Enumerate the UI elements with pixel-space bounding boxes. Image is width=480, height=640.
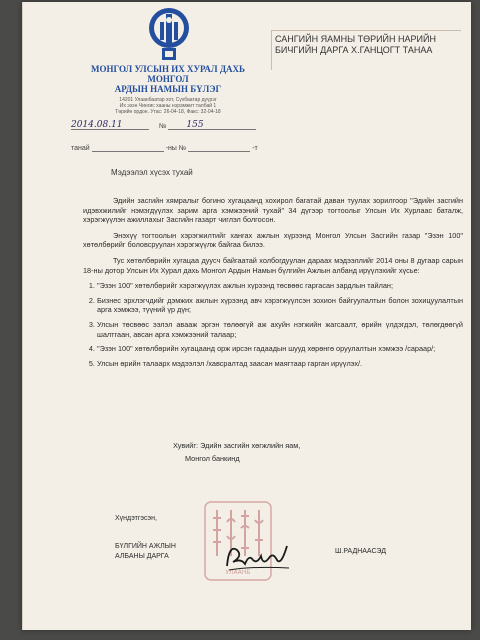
tanai-date-blank bbox=[92, 142, 164, 152]
address-line-2: Их эзэн Чингис хааны нэрэмжит талбай 1 bbox=[119, 103, 217, 109]
recipient-corner-left bbox=[271, 30, 272, 70]
address-line-3: Төрийн ордон. Утас: 26-04-18, Факс: 32-04-18 bbox=[115, 109, 221, 115]
recipient-block bbox=[275, 34, 463, 56]
body-paragraph-1: Эдийн засгийн хямралыг богино хугацаанд хохирол багатай даван туулах зорилгоор "Эдийн засгийн идэвхжилийг нэмэгдүүлэх зарим арга хэмжээний тухай" 34 дүгээр тогтоолыг Улсын Их Хурлаас баталж, хэрэгжүүлэн ажиллахыг Засгийн газарт чиглэл болгосон. bbox=[83, 196, 463, 225]
request-list bbox=[83, 281, 463, 368]
copy-to-block bbox=[173, 439, 300, 465]
recipient-line-2: БИЧГИЙН ДАРГА Х.ГАНЦОГТ ТАНАА bbox=[275, 45, 433, 55]
organization-address bbox=[93, 97, 243, 115]
tanai-number-label: -ны № bbox=[165, 145, 187, 152]
tanai-suffix: -т bbox=[252, 145, 258, 152]
signer-title-line-2: АЛБАНЫ ДАРГА bbox=[115, 553, 169, 560]
seal-text: УЛААНБ bbox=[225, 569, 251, 576]
regards-text: Хүндэтгэсэн, bbox=[115, 515, 157, 522]
org-line-1: МОНГОЛ УЛСЫН ИХ ХУРАЛ ДАХЬ bbox=[90, 64, 245, 74]
number-field: 155 bbox=[168, 120, 256, 130]
handwritten-signature-icon bbox=[223, 536, 293, 576]
reference-row-incoming bbox=[71, 142, 258, 152]
request-item-4: 4. "Эзэн 100" хөтөлбөрийн хугацаанд орж ирсэн гадаадын шууд хөрөнгө оруулалтын хэмжээ /сараар/; bbox=[97, 344, 463, 354]
organization-header bbox=[83, 64, 253, 94]
request-item-5: 5. Улсын өрийн талаарх мэдээлэл /хавсралтад заасан маягтаар гарган ирүүлэх/. bbox=[97, 359, 463, 369]
tanai-number-blank bbox=[188, 142, 250, 152]
body-paragraph-3: Тус хөтөлбөрийн хугацаа дууcч байгаатай холбогдуулан дараах мэдээллийг 2014 оны 8 дугаар сарын 18-ны дотор Улсын Их Хурал дахь Монгол Ардын Намын бүлгийн Ажлын албанд ирүүлэхийг хүсье: bbox=[83, 255, 463, 275]
request-item-2: 2. Бизнес эрхлэгчдийг дэмжих ажлын хүрээнд авч хэрэгжүүлсэн зохион байгуулалтын болон зохицуулалтын арга хэмжээ, түүний үр дүн; bbox=[97, 296, 463, 315]
copy-to-line-2: Монгол банкинд bbox=[185, 454, 240, 463]
org-line-2: МОНГОЛ bbox=[147, 74, 189, 84]
subject-line: Мэдээлэл хүсэх тухай bbox=[111, 168, 193, 177]
recipient-corner-top bbox=[271, 30, 461, 31]
request-item-1: 1. "Эзэн 100" хөтөлбөрийг хэрэгжүүлэх ажлын хүрээнд төсвөөс гаргасан зардлын тайлан; bbox=[97, 281, 463, 291]
letter-page bbox=[22, 2, 471, 630]
signer-title bbox=[115, 542, 176, 562]
date-field: 2014.08.11 bbox=[71, 120, 149, 130]
recipient-line-1: САНГИЙН ЯАМНЫ ТӨРИЙН НАРИЙН bbox=[275, 34, 436, 44]
signer-name: Ш.РАДНААСЭД bbox=[335, 548, 386, 555]
signer-title-line-1: БҮЛГИЙН АЖЛЫН bbox=[115, 543, 176, 550]
reference-row-outgoing bbox=[71, 120, 256, 130]
body-paragraph-2: Энэхүү тогтоолын хэрэгжилтийг хангах ажлын хүрээнд Монгол Улсын Засгийн газар "Эзэн 100" хөтөлбөрийг боловсруулан хэрэгжүүлж байгаа билээ. bbox=[83, 230, 463, 250]
request-item-3: 3. Улсын төсвөөс ээлэл авааж эргэн төлөөгүй аж ахуйн нэгжийн жагсаалт, өрийн үлдэгдэл, төлөгдөөгүй шалтгаан, авсан арга хэмжээний талаар; bbox=[97, 320, 463, 339]
letter-body bbox=[83, 196, 463, 373]
copy-to-line-1: Хувийг: Эдийн засгийн хөгжлийн яам, bbox=[173, 441, 301, 450]
address-line-1: 14201 Улаанбаатар хот, Сүхбаатар дүүрэг bbox=[119, 97, 217, 103]
tanai-label: танай bbox=[71, 145, 90, 152]
number-label: № bbox=[158, 123, 167, 130]
org-line-3: АРДЫН НАМЫН БҮЛЭГ bbox=[114, 84, 222, 94]
state-emblem-icon bbox=[147, 6, 191, 66]
